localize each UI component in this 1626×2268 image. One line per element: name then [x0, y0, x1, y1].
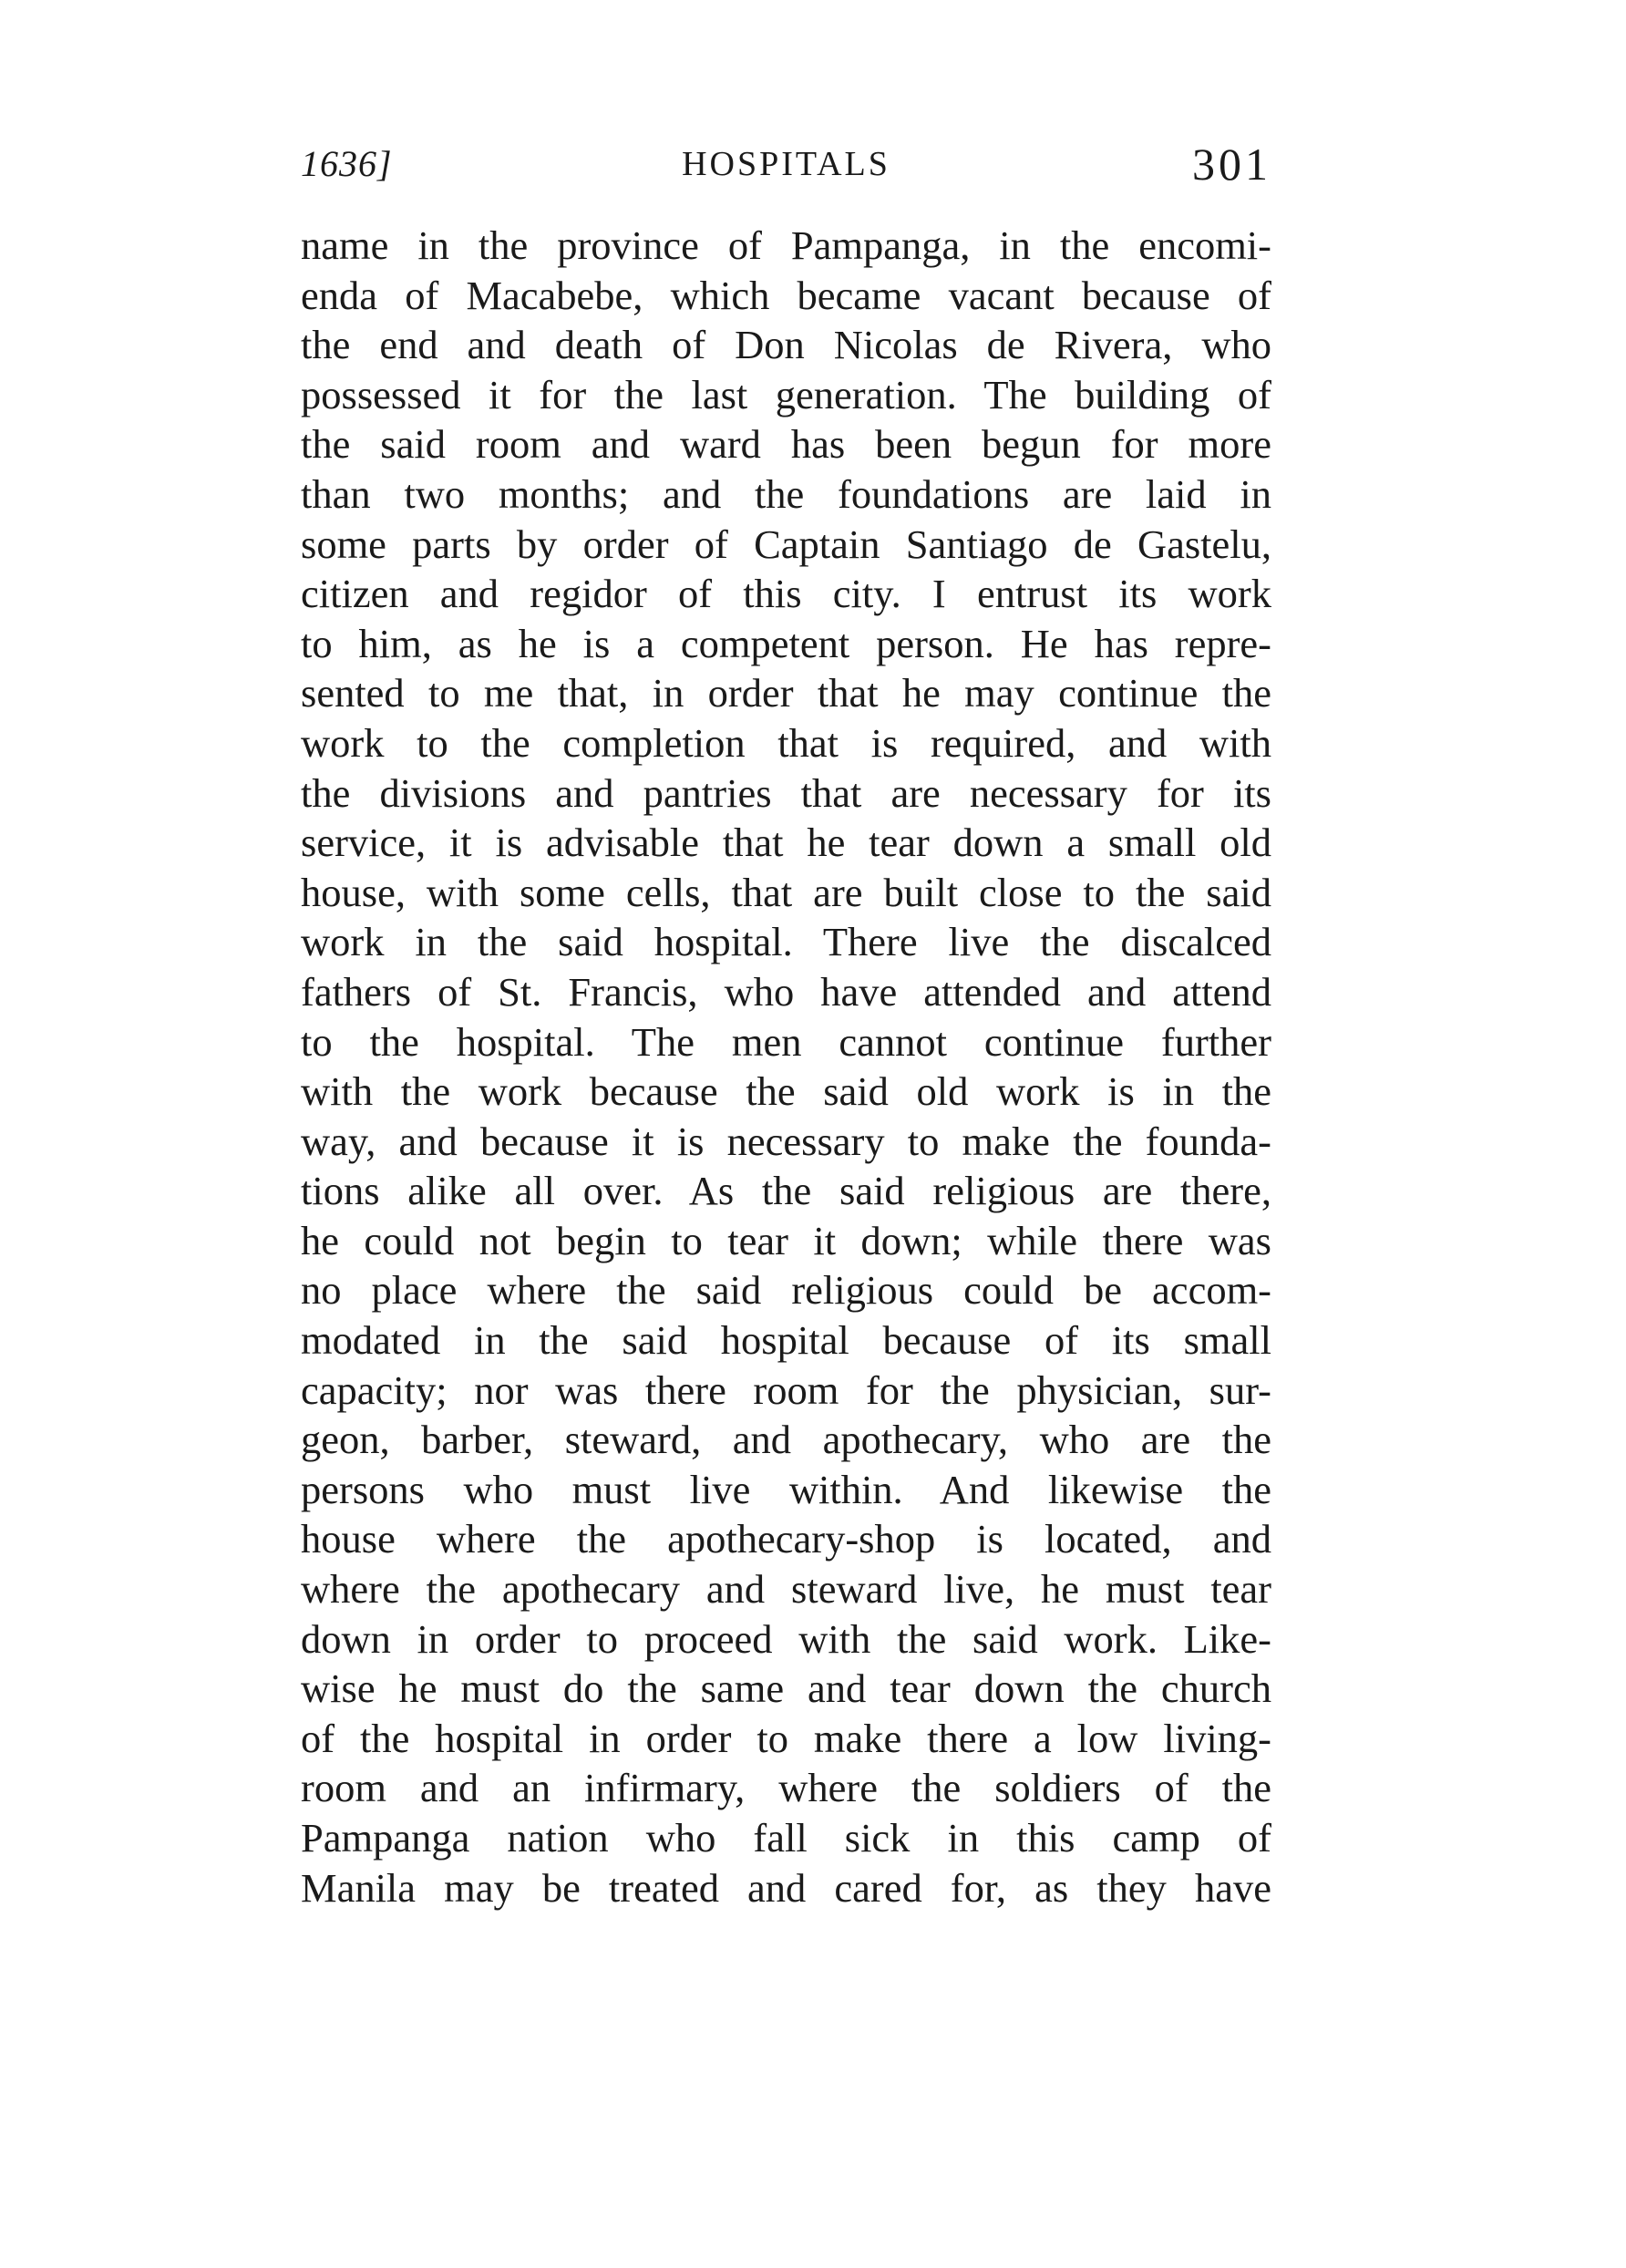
text-line: house where the apothecary-shop is located, and [301, 1516, 1271, 1562]
text-line: fathers of St. Francis, who have attended and attend [301, 968, 1271, 1015]
running-head [301, 137, 1271, 191]
text-line: some parts by order of Captain Santiago de Gastelu, [301, 521, 1271, 567]
body-text [301, 221, 1271, 1912]
text-line: possessed it for the last generation. The building of [301, 371, 1271, 418]
text-line: geon, barber, steward, and apothecary, who are the [301, 1417, 1271, 1463]
text-line: the divisions and pantries that are necessary for its [301, 769, 1271, 816]
text-line: tions alike all over. As the said religious are there, [301, 1168, 1271, 1214]
text-line: to him, as he is a competent person. He has repre- [301, 620, 1271, 666]
text-line: work in the said hospital. There live the discalced [301, 919, 1271, 965]
text-line: Manila may be treated and cared for, as they have [301, 1864, 1271, 1911]
text-line: the end and death of Don Nicolas de Rivera, who [301, 322, 1271, 368]
text-line: modated in the said hospital because of its small [301, 1317, 1271, 1364]
text-line: the said room and ward has been begun for more [301, 421, 1271, 468]
text-line: than two months; and the foundations are laid in [301, 470, 1271, 517]
text-line: house, with some cells, that are built close to the said [301, 869, 1271, 915]
text-line: down in order to proceed with the said work. Like- [301, 1615, 1271, 1662]
text-line: capacity; nor was there room for the physician, sur- [301, 1366, 1271, 1413]
text-line: way, and because it is necessary to make the founda- [301, 1118, 1271, 1164]
text-line: room and an infirmary, where the soldiers of the [301, 1765, 1271, 1811]
text-line: citizen and regidor of this city. I entrust its work [301, 571, 1271, 617]
header-year: 1636] [301, 143, 393, 184]
text-line: sented to me that, in order that he may continue the [301, 670, 1271, 716]
text-line: Pampanga nation who fall sick in this camp of [301, 1815, 1271, 1861]
text-line: work to the completion that is required, and with [301, 719, 1271, 766]
text-line: persons who must live within. And likewise the [301, 1466, 1271, 1512]
text-line: enda of Macabebe, which became vacant because of [301, 272, 1271, 318]
text-line: of the hospital in order to make there a low living- [301, 1715, 1271, 1761]
page-number: 301 [1192, 139, 1271, 190]
header-title: HOSPITALS [682, 145, 890, 183]
text-line: with the work because the said old work is in the [301, 1068, 1271, 1115]
text-line: to the hospital. The men cannot continue further [301, 1018, 1271, 1065]
text-line: service, it is advisable that he tear down a small old [301, 820, 1271, 866]
text-line: wise he must do the same and tear down the church [301, 1665, 1271, 1712]
text-line: where the apothecary and steward live, he must tear [301, 1566, 1271, 1613]
text-line: name in the province of Pampanga, in the encomi- [301, 222, 1271, 268]
text-line: he could not begin to tear it down; while there was [301, 1217, 1271, 1263]
text-line: no place where the said religious could be accom- [301, 1267, 1271, 1314]
